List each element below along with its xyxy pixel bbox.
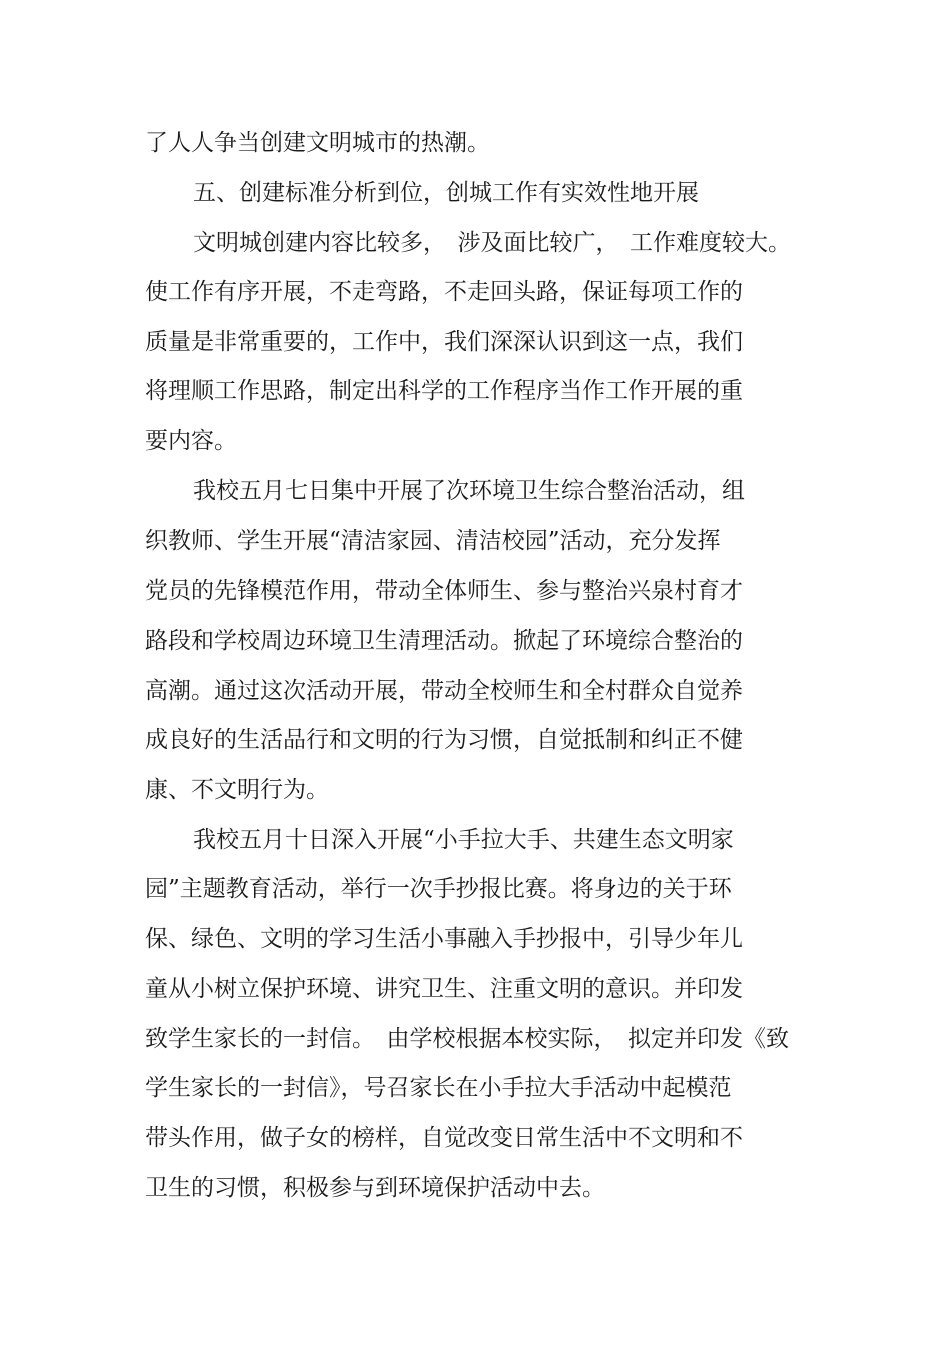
- text-line-1: 了人人争当创建文明城市的热潮。: [145, 130, 490, 156]
- text-line-9: 织教师、学生开展“清洁家园、清洁校园”活动，充分发挥: [145, 528, 721, 554]
- text-line-8: 我校五月七日集中开展了次环境卫生综合整治活动，组: [193, 478, 745, 504]
- text-line-3: 文明城创建内容比较多， 涉及面比较广， 工作难度较大。: [193, 230, 791, 256]
- text-line-15: 我校五月十日深入开展“小手拉大手、共建生态文明家: [193, 827, 734, 853]
- text-line-14: 康、不文明行为。: [145, 777, 329, 803]
- text-line-16: 园”主题教育活动，举行一次手抄报比赛。将身边的关于环: [145, 876, 732, 902]
- text-line-6: 将理顺工作思路，制定出科学的工作程序当作工作开展的重: [145, 378, 743, 404]
- text-line-10: 党员的先锋模范作用，带动全体师生、参与整治兴泉村育才: [145, 578, 743, 604]
- text-line-4: 使工作有序开展，不走弯路，不走回头路，保证每项工作的: [145, 279, 743, 305]
- section-heading: 五、创建标准分析到位，创城工作有实效性地开展: [193, 180, 699, 206]
- text-line-17: 保、绿色、文明的学习生活小事融入手抄报中，引导少年儿: [145, 926, 743, 952]
- text-line-21: 带头作用，做子女的榜样，自觉改变日常生活中不文明和不: [145, 1125, 743, 1151]
- text-line-7: 要内容。: [145, 428, 237, 454]
- text-line-19: 致学生家长的一封信。 由学校根据本校实际， 拟定并印发《致: [145, 1026, 789, 1052]
- text-line-22: 卫生的习惯，积极参与到环境保护活动中去。: [145, 1175, 605, 1201]
- text-line-13: 成良好的生活品行和文明的行为习惯，自觉抵制和纠正不健: [145, 727, 743, 753]
- text-line-11: 路段和学校周边环境卫生清理活动。掀起了环境综合整治的: [145, 628, 743, 654]
- text-line-18: 童从小树立保护环境、讲究卫生、注重文明的意识。并印发: [145, 976, 743, 1002]
- text-line-20: 学生家长的一封信》，号召家长在小手拉大手活动中起模范: [145, 1075, 732, 1101]
- text-line-12: 高潮。通过这次活动开展，带动全校师生和全村群众自觉养: [145, 678, 743, 704]
- text-line-5: 质量是非常重要的，工作中，我们深深认识到这一点，我们: [145, 329, 743, 355]
